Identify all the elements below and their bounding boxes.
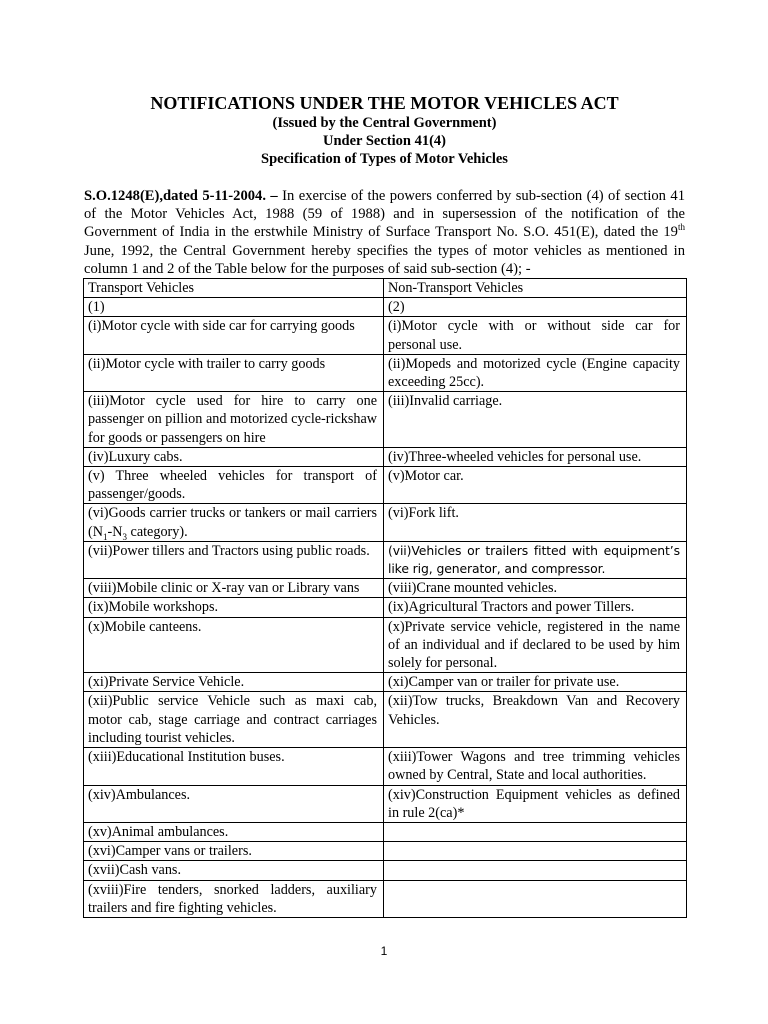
table-row — [84, 467, 687, 504]
transport-cell: (i)Motor cycle with side car for carrying goods — [84, 317, 384, 354]
table-row — [84, 504, 687, 541]
non-transport-cell: (iv)Three-wheeled vehicles for personal use. — [384, 447, 687, 466]
transport-cell: (ii)Motor cycle with trailer to carry goods — [84, 354, 384, 391]
transport-cell: (xi)Private Service Vehicle. — [84, 673, 384, 692]
intro-text-part2: June, 1992, the Central Government hereby specifies the types of motor vehicles as mentioned in column 1 and 2 of the Table below for the purposes of said sub-section (4); - — [84, 242, 685, 277]
transport-cell: (x)Mobile canteens. — [84, 617, 384, 673]
table-row — [84, 748, 687, 785]
non-transport-cell: (v)Motor car. — [384, 467, 687, 504]
transport-cell — [84, 504, 384, 541]
non-transport-cell: (viii)Crane mounted vehicles. — [384, 579, 687, 598]
table-header-row — [84, 279, 687, 298]
document-title: NOTIFICATIONS UNDER THE MOTOR VEHICLES ACT — [150, 93, 619, 113]
table-row — [84, 354, 687, 391]
table-row — [84, 541, 687, 578]
transport-cell: (xvi)Camper vans or trailers. — [84, 842, 384, 861]
table-row — [84, 579, 687, 598]
transport-cell: (xviii)Fire tenders, snorked ladders, auxiliary trailers and fire fighting vehicles. — [84, 880, 384, 917]
table-row — [84, 880, 687, 917]
non-transport-cell — [384, 880, 687, 917]
table-row — [84, 598, 687, 617]
section-line: Under Section 41(4) — [323, 133, 446, 149]
transport-cell: (xiii)Educational Institution buses. — [84, 748, 384, 785]
transport-cell: (xiv)Ambulances. — [84, 785, 384, 822]
intro-text-part1: In exercise of the powers conferred by sub-section (4) of section 41 of the Motor Vehicles Act, 1988 (59 of 1988) and in supersession of the notification of the Government of India in the erstwhile Ministry of Surface Transport No. S.O. 451(E), dated the 19 — [84, 188, 685, 241]
transport-cell: (xvii)Cash vans. — [84, 861, 384, 880]
notification-reference: S.O.1248(E),dated 5-11-2004. – — [84, 188, 278, 204]
transport-cell: (vii)Power tillers and Tractors using public roads. — [84, 541, 384, 578]
non-transport-cell: (xii)Tow trucks, Breakdown Van and Recovery Vehicles. — [384, 692, 687, 748]
transport-cell: (xv)Animal ambulances. — [84, 822, 384, 841]
header-non-transport-vehicles: Non-Transport Vehicles — [384, 279, 687, 298]
table-row — [84, 692, 687, 748]
issued-by-line: (Issued by the Central Government) — [272, 115, 497, 131]
transport-cell: (ix)Mobile workshops. — [84, 598, 384, 617]
table-row — [84, 392, 687, 448]
vehicle-types-table — [83, 278, 687, 918]
non-transport-cell: (vi)Fork lift. — [384, 504, 687, 541]
transport-cell-text-mid: -N — [107, 523, 123, 540]
specification-line: Specification of Types of Motor Vehicles — [261, 151, 508, 167]
transport-cell-text: (vi)Goods carrier trucks or tankers or mail carriers (N — [88, 505, 377, 540]
table-row — [84, 317, 687, 354]
table-row — [84, 673, 687, 692]
table-row — [84, 785, 687, 822]
non-transport-cell: (ii)Mopeds and motorized cycle (Engine capacity exceeding 25cc). — [384, 354, 687, 391]
non-transport-cell: (i)Motor cycle with or without side car for personal use. — [384, 317, 687, 354]
category-subscript-3: 3 — [122, 531, 127, 542]
non-transport-cell: (xiv)Construction Equipment vehicles as defined in rule 2(ca)* — [384, 785, 687, 822]
table-row — [84, 822, 687, 841]
table-row — [84, 447, 687, 466]
non-transport-cell: (x)Private service vehicle, registered in the name of an individual and if declared to be used by him solely for personal. — [384, 617, 687, 673]
non-transport-cell: (xiii)Tower Wagons and tree trimming vehicles owned by Central, State and local authorities. — [384, 748, 687, 785]
transport-cell: (iii)Motor cycle used for hire to carry one passenger on pillion and motorized cycle-rickshaw for goods or passengers on hire — [84, 392, 384, 448]
non-transport-cell: (xi)Camper van or trailer for private use. — [384, 673, 687, 692]
transport-cell-text-end: category). — [126, 523, 188, 540]
transport-cell: (xii)Public service Vehicle such as maxi cab, motor cab, stage carriage and contract carriages including tourist vehicles. — [84, 692, 384, 748]
column-number-1: (1) — [84, 298, 384, 317]
document-page — [84, 92, 685, 918]
transport-cell: (v) Three wheeled vehicles for transport of passenger/goods. — [84, 467, 384, 504]
header-transport-vehicles: Transport Vehicles — [84, 279, 384, 298]
table-row — [84, 617, 687, 673]
table-row — [84, 861, 687, 880]
non-transport-cell — [384, 842, 687, 861]
non-transport-cell — [384, 822, 687, 841]
non-transport-cell: (iii)Invalid carriage. — [384, 392, 687, 448]
non-transport-cell — [384, 861, 687, 880]
column-number-row — [84, 298, 687, 317]
page-number: 1 — [380, 944, 388, 958]
intro-paragraph — [84, 187, 685, 278]
column-number-2: (2) — [384, 298, 687, 317]
non-transport-cell: (vii)Vehicles or trailers fitted with equipment’s like rig, generator, and compressor. — [384, 541, 687, 578]
category-subscript-1: 1 — [102, 531, 108, 542]
transport-cell: (iv)Luxury cabs. — [84, 447, 384, 466]
intro-ordinal-suffix: th — [677, 222, 685, 233]
transport-cell: (viii)Mobile clinic or X-ray van or Library vans — [84, 579, 384, 598]
table-row — [84, 842, 687, 861]
non-transport-cell: (ix)Agricultural Tractors and power Tillers. — [384, 598, 687, 617]
